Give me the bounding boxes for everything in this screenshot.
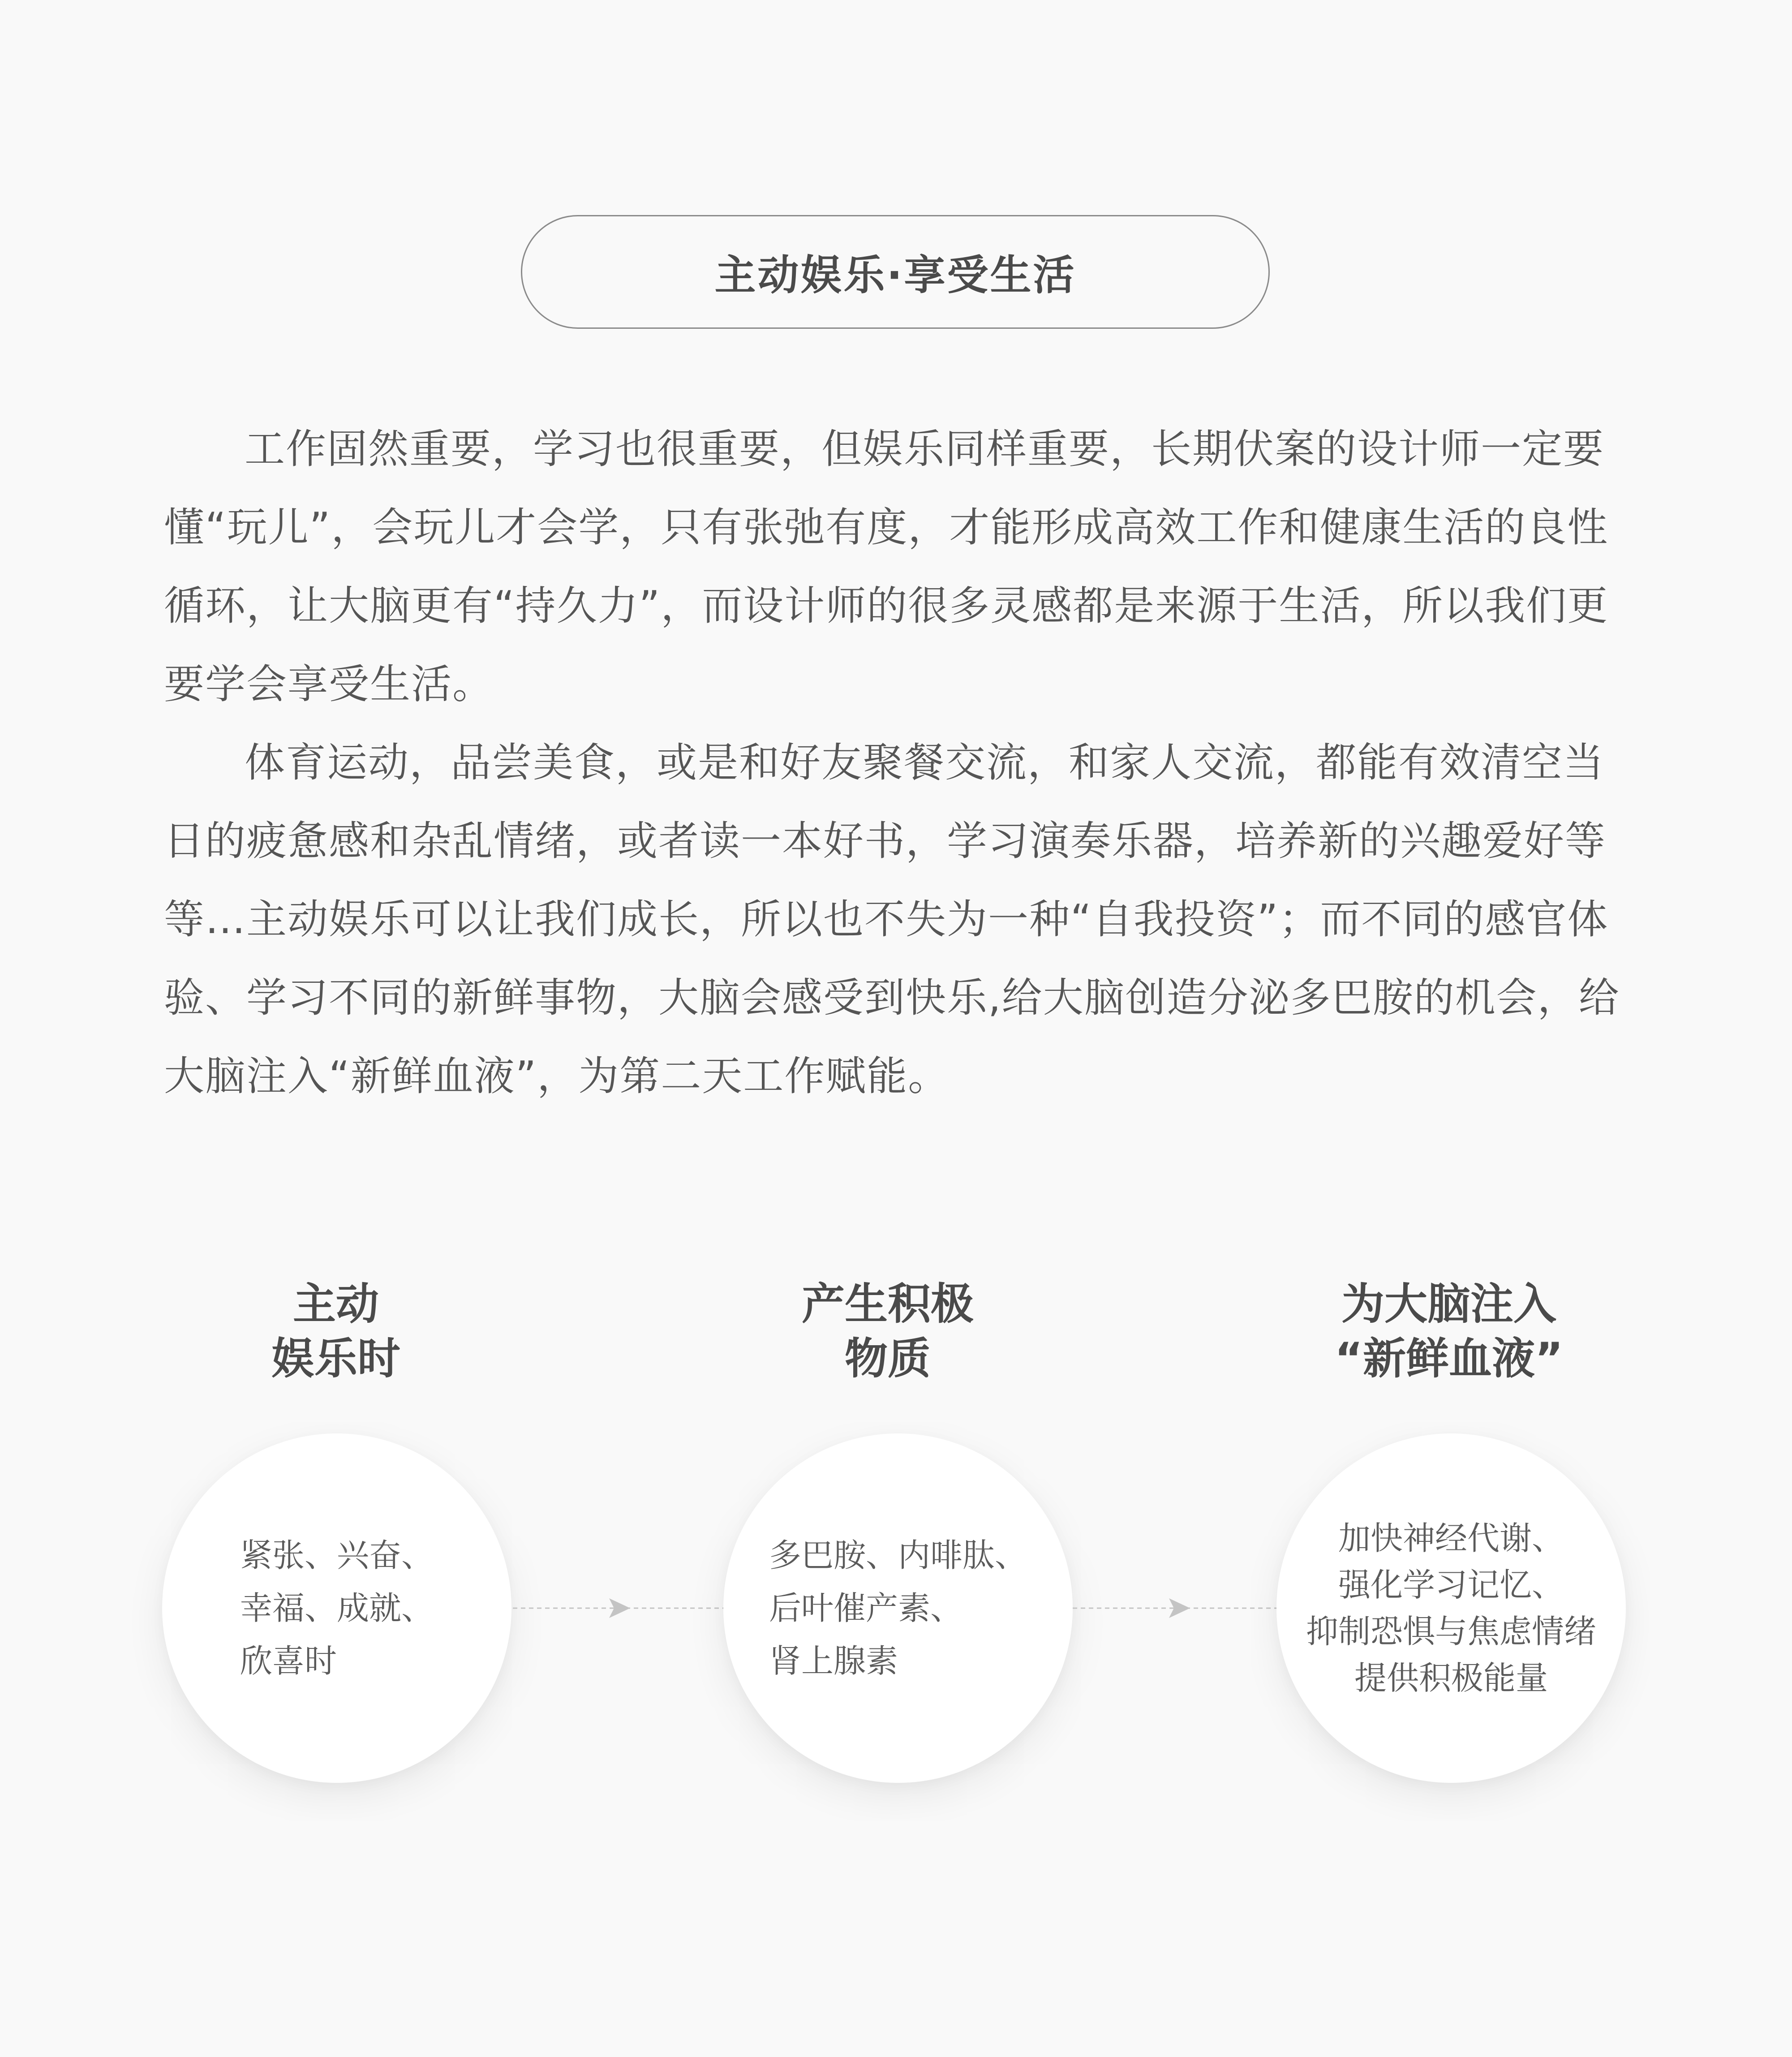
article-paragraph: 体育运动，品尝美食，或是和好友聚餐交流，和家人交流，都能有效清空当日的疲惫感和杂乱情绪，或者读一本好书，学习演奏乐器，培养新的兴趣爱好等等…主动娱乐可以让我们成长，所以也不失为一种“自我投资”；而不同的感官体验、学习不同的新鲜事物，大脑会感受到快乐,给大脑创造分泌多巴胺的机会，给大脑注入“新鲜血液”，为第二天工作赋能。 — [164, 739, 1620, 1100]
step-title-line: 为大脑注入 — [1341, 1279, 1556, 1329]
step-content-line: 强化学习记忆、 — [1338, 1566, 1564, 1604]
step-circle — [1276, 1433, 1626, 1783]
step-content-line: 幸福、成就、 — [240, 1589, 434, 1627]
step-content-line: 抑制恐惧与焦虑情绪 — [1306, 1613, 1596, 1650]
step-title — [166, 1277, 506, 1386]
arrow-right-icon — [1073, 1595, 1283, 1622]
section-title: 主动娱乐·享受生活 — [714, 251, 1076, 299]
step-content-line: 紧张、兴奋、 — [240, 1536, 434, 1574]
step-content-line: 多巴胺、内啡肽、 — [769, 1536, 1027, 1574]
step-title-line: 产生积极 — [802, 1279, 974, 1329]
step-circle — [723, 1433, 1073, 1783]
step-content-line: 肾上腺素 — [769, 1642, 898, 1680]
step-title — [718, 1277, 1058, 1386]
arrow-right-icon — [513, 1595, 723, 1622]
step-title-line: 娱乐时 — [271, 1334, 400, 1384]
step-content — [240, 1529, 434, 1687]
section-title-pill — [521, 215, 1270, 329]
article-paragraph: 工作固然重要，学习也很重要，但娱乐同样重要，长期伏案的设计师一定要懂“玩儿”，会玩儿才会学，只有张弛有度，才能形成高效工作和健康生活的良性循环，让大脑更有“持久力”，而设计师的很多灵感都是来源于生活，所以我们更要学会享受生活。 — [164, 426, 1609, 708]
step-content-line: 后叶催产素、 — [769, 1589, 963, 1627]
step-circle — [162, 1433, 511, 1783]
step-content-line: 欣喜时 — [240, 1642, 337, 1680]
step-content-line: 提供积极能量 — [1354, 1659, 1548, 1697]
step-title-line: 主动 — [293, 1279, 379, 1329]
article-body — [164, 410, 1642, 1115]
step-content-line: 加快神经代谢、 — [1338, 1519, 1564, 1557]
step-title-line: 物质 — [845, 1334, 931, 1384]
step-title-line: “新鲜血液” — [1334, 1334, 1564, 1384]
step-title — [1279, 1277, 1619, 1386]
step-content — [769, 1529, 1027, 1687]
step-content — [1306, 1515, 1596, 1701]
